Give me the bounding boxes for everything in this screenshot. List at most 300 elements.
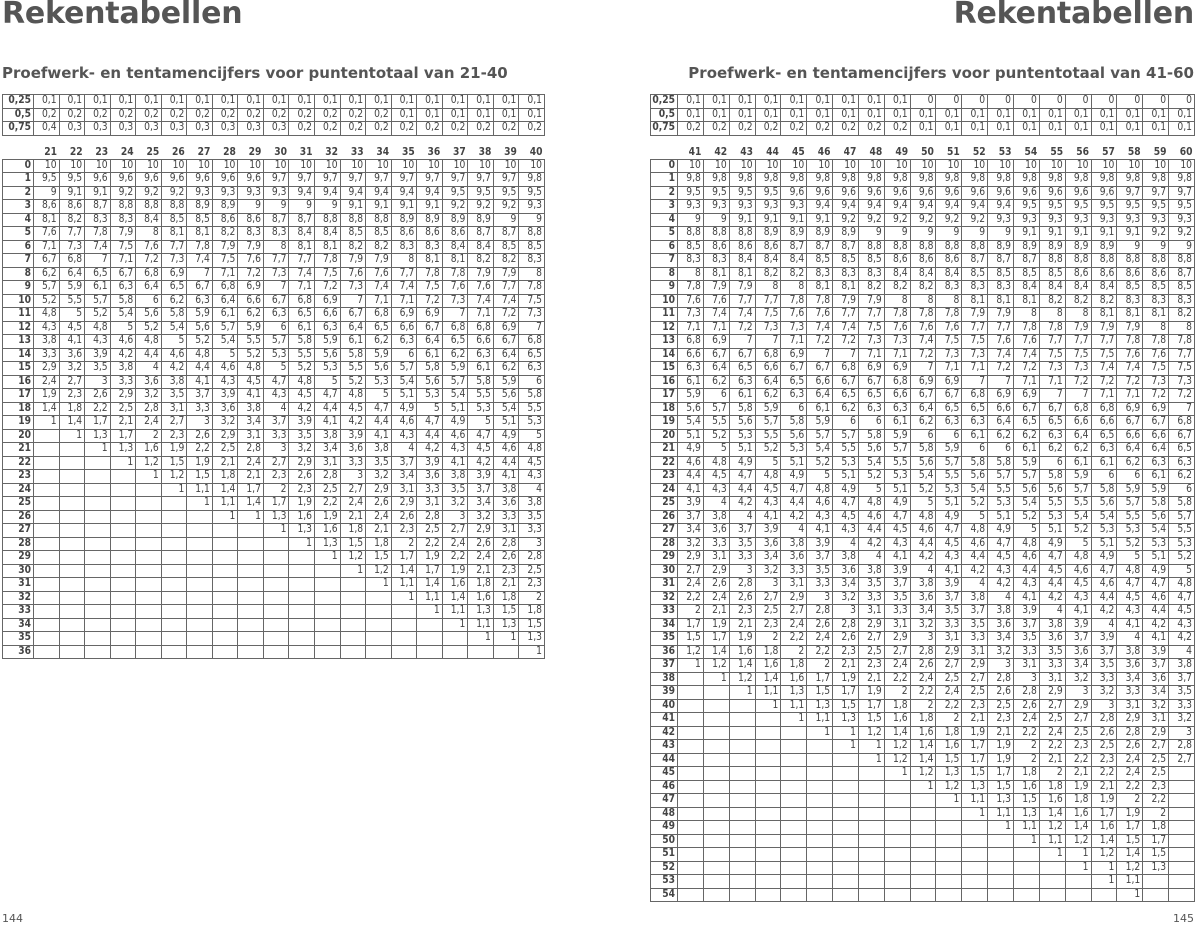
table-cell <box>678 888 704 902</box>
table-cell: 8,1 <box>1091 308 1117 322</box>
table-cell <box>1169 888 1195 902</box>
table-row <box>651 321 1195 335</box>
table-cell: 2,5 <box>962 686 988 700</box>
table-cell: 3,3 <box>1013 645 1039 659</box>
table-cell: 3,1 <box>493 524 519 538</box>
row-label: 32 <box>3 591 34 605</box>
rounding-cell: 0,1 <box>1117 122 1143 136</box>
table-cell <box>34 524 60 538</box>
table-cell: 8,4 <box>729 254 755 268</box>
table-cell: 4,5 <box>833 510 859 524</box>
table-cell <box>59 443 85 457</box>
row-label: 21 <box>651 443 678 457</box>
rounding-cell: 0,2 <box>136 108 162 122</box>
table-cell: 5,4 <box>110 308 136 322</box>
table-cell: 9,3 <box>1065 213 1091 227</box>
table-cell: 4,8 <box>910 510 936 524</box>
table-cell: 2,8 <box>833 618 859 632</box>
table-cell: 6,7 <box>936 389 962 403</box>
table-cell: 2,8 <box>1169 740 1195 754</box>
table-cell: 4,4 <box>417 429 443 443</box>
rounding-cell: 0,1 <box>289 95 315 109</box>
table-cell: 2,3 <box>729 605 755 619</box>
table-cell: 9,7 <box>340 173 366 187</box>
table-cell <box>187 618 213 632</box>
table-cell: 10 <box>703 159 729 173</box>
table-cell <box>729 848 755 862</box>
table-cell <box>729 807 755 821</box>
table-cell: 2,8 <box>519 551 545 565</box>
column-header: 40 <box>519 144 545 160</box>
table-cell: 6,9 <box>493 321 519 335</box>
table-cell: 10 <box>417 159 443 173</box>
table-cell: 9,3 <box>755 200 781 214</box>
table-cell: 8,3 <box>1117 294 1143 308</box>
table-cell <box>366 605 392 619</box>
table-cell: 4,1 <box>755 510 781 524</box>
table-cell: 6,2 <box>34 267 60 281</box>
table-cell: 8,6 <box>1091 267 1117 281</box>
table-cell: 4,7 <box>884 510 910 524</box>
table-cell: 1,8 <box>1013 767 1039 781</box>
table-cell: 2,7 <box>1039 699 1065 713</box>
row-label: 46 <box>651 780 678 794</box>
column-header: 43 <box>729 144 755 160</box>
table-cell: 2,4 <box>1039 726 1065 740</box>
rounding-cell: 0 <box>910 95 936 109</box>
table-cell: 9,8 <box>703 173 729 187</box>
table-cell <box>85 564 111 578</box>
table-cell: 8,1 <box>703 267 729 281</box>
table-cell: 2,3 <box>161 429 187 443</box>
table-cell: 10 <box>962 159 988 173</box>
table-row <box>3 200 545 214</box>
table-cell: 3,8 <box>910 578 936 592</box>
table-row <box>651 335 1195 349</box>
rounding-cell: 0 <box>962 95 988 109</box>
table-cell: 8,4 <box>468 240 494 254</box>
table-cell: 7,5 <box>1169 362 1195 376</box>
table-cell: 4,1 <box>315 416 341 430</box>
table-cell: 1,8 <box>1143 821 1169 835</box>
table-cell: 4,3 <box>442 443 468 457</box>
table-cell: 8 <box>1143 321 1169 335</box>
table-cell <box>910 848 936 862</box>
row-label: 51 <box>651 848 678 862</box>
table-cell: 8 <box>781 281 807 295</box>
table-cell: 1,7 <box>962 740 988 754</box>
table-cell: 8,8 <box>519 227 545 241</box>
table-cell: 6,3 <box>678 362 704 376</box>
table-cell: 5,2 <box>807 456 833 470</box>
table-cell: 7,8 <box>1013 321 1039 335</box>
table-cell <box>110 497 136 511</box>
rounding-cell: 0 <box>1169 95 1195 109</box>
table-cell: 3,5 <box>1039 645 1065 659</box>
rounding-cell: 0,1 <box>417 95 443 109</box>
table-cell: 4,8 <box>85 321 111 335</box>
column-header: 32 <box>315 144 341 160</box>
table-cell: 5,4 <box>910 470 936 484</box>
table-cell: 2,5 <box>315 483 341 497</box>
table-cell <box>238 524 264 538</box>
table-cell: 1,5 <box>340 537 366 551</box>
table-cell: 8 <box>1039 308 1065 322</box>
table-cell: 1,4 <box>755 672 781 686</box>
table-cell: 3,6 <box>1117 659 1143 673</box>
table-cell: 1 <box>858 740 884 754</box>
table-cell <box>34 510 60 524</box>
table-cell: 6,1 <box>85 281 111 295</box>
table-cell: 5,2 <box>289 362 315 376</box>
table-cell: 8,3 <box>417 240 443 254</box>
table-cell: 6,1 <box>1013 443 1039 457</box>
table-cell <box>59 456 85 470</box>
table-cell: 8,8 <box>910 240 936 254</box>
table-cell: 5,3 <box>366 375 392 389</box>
table-cell: 5,5 <box>833 443 859 457</box>
table-cell: 1,1 <box>988 807 1014 821</box>
table-cell: 4,7 <box>263 375 289 389</box>
table-cell: 3,9 <box>884 564 910 578</box>
table-cell: 3,1 <box>936 632 962 646</box>
table-row <box>651 267 1195 281</box>
table-cell: 6,9 <box>884 362 910 376</box>
table-cell <box>110 510 136 524</box>
row-label: 29 <box>651 551 678 565</box>
table-cell: 7,7 <box>962 321 988 335</box>
table-cell: 2,4 <box>1117 767 1143 781</box>
table-cell: 7,6 <box>1117 348 1143 362</box>
table-cell: 3,5 <box>519 510 545 524</box>
table-cell: 5,8 <box>781 416 807 430</box>
table-cell: 2 <box>1039 767 1065 781</box>
table-cell <box>703 699 729 713</box>
table-cell: 4,4 <box>858 524 884 538</box>
table-cell: 5,9 <box>755 402 781 416</box>
table-cell: 3,3 <box>1169 699 1195 713</box>
table-row <box>3 375 545 389</box>
table-cell: 4,4 <box>1143 605 1169 619</box>
table-cell: 8,2 <box>1091 294 1117 308</box>
table-cell: 5,5 <box>1039 497 1065 511</box>
table-cell: 6,8 <box>962 389 988 403</box>
table-cell: 6,7 <box>1117 416 1143 430</box>
table-cell <box>136 564 162 578</box>
column-header: 50 <box>910 144 936 160</box>
rounding-cell: 0,2 <box>315 108 341 122</box>
table-cell: 8,2 <box>1039 294 1065 308</box>
table-cell: 8 <box>755 281 781 295</box>
table-cell: 10 <box>988 159 1014 173</box>
table-cell: 3,3 <box>340 456 366 470</box>
table-cell: 8,9 <box>212 200 238 214</box>
table-row <box>3 416 545 430</box>
table-cell: 6,2 <box>238 308 264 322</box>
table-cell: 6,1 <box>962 429 988 443</box>
table-cell: 9,6 <box>936 186 962 200</box>
table-cell: 4,5 <box>884 524 910 538</box>
table-row <box>651 618 1195 632</box>
table-cell: 8,5 <box>187 213 213 227</box>
table-cell: 9,8 <box>1065 173 1091 187</box>
table-cell: 4,1 <box>493 470 519 484</box>
table-cell: 4,9 <box>1091 551 1117 565</box>
rounding-cell: 0,1 <box>1169 122 1195 136</box>
rounding-cell: 0 <box>1117 95 1143 109</box>
table-cell: 4,5 <box>1169 605 1195 619</box>
table-cell <box>833 753 859 767</box>
table-cell: 2,5 <box>212 443 238 457</box>
table-cell: 7,4 <box>1091 362 1117 376</box>
table-cell: 7,6 <box>136 240 162 254</box>
table-cell: 4,6 <box>807 497 833 511</box>
table-cell: 8 <box>910 294 936 308</box>
rounding-cell: 0,2 <box>289 122 315 136</box>
table-cell: 4,4 <box>910 537 936 551</box>
table-cell: 7,4 <box>988 348 1014 362</box>
table-cell: 2 <box>391 537 417 551</box>
table-cell <box>85 578 111 592</box>
table-cell: 2,2 <box>417 537 443 551</box>
table-cell: 4,1 <box>1143 632 1169 646</box>
table-cell <box>263 578 289 592</box>
table-row <box>3 240 545 254</box>
table-cell: 8,1 <box>1013 294 1039 308</box>
table-cell: 8,6 <box>212 213 238 227</box>
table-cell: 9,7 <box>1169 186 1195 200</box>
table-cell: 7,2 <box>136 254 162 268</box>
table-cell: 9,3 <box>1013 213 1039 227</box>
table-cell <box>1143 875 1169 889</box>
table-cell: 9,5 <box>493 186 519 200</box>
table-cell <box>34 578 60 592</box>
table-cell <box>858 888 884 902</box>
table-cell: 5,9 <box>493 375 519 389</box>
table-cell: 3,2 <box>678 537 704 551</box>
table-row <box>3 470 545 484</box>
table-cell: 2,3 <box>988 713 1014 727</box>
table-cell: 1 <box>1065 861 1091 875</box>
table-cell: 7,4 <box>1013 348 1039 362</box>
rounding-cell: 0,2 <box>678 122 704 136</box>
table-cell: 1,2 <box>161 470 187 484</box>
table-cell: 1,2 <box>136 456 162 470</box>
table-cell: 2,2 <box>884 672 910 686</box>
rounding-cell: 0,3 <box>110 122 136 136</box>
table-cell: 9,6 <box>884 186 910 200</box>
table-cell <box>110 645 136 659</box>
table-cell: 3,8 <box>858 564 884 578</box>
table-cell: 2,3 <box>263 470 289 484</box>
table-cell: 2 <box>1143 807 1169 821</box>
table-cell: 1,9 <box>34 389 60 403</box>
table-cell: 9,8 <box>1117 173 1143 187</box>
table-cell: 2,1 <box>110 416 136 430</box>
row-label: 30 <box>3 564 34 578</box>
table-cell: 6,2 <box>988 429 1014 443</box>
table-cell: 9,8 <box>729 173 755 187</box>
table-row <box>651 510 1195 524</box>
table-cell: 6,7 <box>493 335 519 349</box>
table-cell: 6,2 <box>161 294 187 308</box>
table-cell: 4,1 <box>807 524 833 538</box>
table-cell: 8,8 <box>1091 254 1117 268</box>
table-cell: 9,1 <box>1013 227 1039 241</box>
table-cell: 3,2 <box>468 510 494 524</box>
row-label: 53 <box>651 875 678 889</box>
column-header: 58 <box>1117 144 1143 160</box>
table-cell: 1 <box>263 524 289 538</box>
table-cell <box>678 794 704 808</box>
table-cell: 1,8 <box>519 605 545 619</box>
table-cell: 6 <box>1169 483 1195 497</box>
row-label: 25 <box>651 497 678 511</box>
table-cell: 6,9 <box>703 335 729 349</box>
table-row <box>651 281 1195 295</box>
table-cell: 2,6 <box>289 470 315 484</box>
table-cell: 9,5 <box>1117 200 1143 214</box>
table-cell: 3,3 <box>1039 659 1065 673</box>
table-cell: 7,1 <box>468 308 494 322</box>
row-label: 3 <box>651 200 678 214</box>
table-cell: 1 <box>110 456 136 470</box>
table-cell: 5,8 <box>1091 483 1117 497</box>
table-row <box>651 456 1195 470</box>
rounding-cell: 0,1 <box>678 95 704 109</box>
table-cell: 4,1 <box>1065 605 1091 619</box>
table-cell: 8,2 <box>910 281 936 295</box>
table-cell <box>263 537 289 551</box>
table-cell: 7,9 <box>366 254 392 268</box>
table-cell: 1,8 <box>59 402 85 416</box>
table-cell: 4,8 <box>858 497 884 511</box>
row-label: 13 <box>651 335 678 349</box>
table-cell: 5,9 <box>442 362 468 376</box>
table-cell: 5,1 <box>678 429 704 443</box>
table-cell: 5,6 <box>1143 510 1169 524</box>
table-cell: 7,5 <box>1143 362 1169 376</box>
table-cell: 1,9 <box>988 753 1014 767</box>
table-cell: 6,9 <box>1013 389 1039 403</box>
table-cell: 8,8 <box>858 240 884 254</box>
rounding-cell: 0 <box>936 95 962 109</box>
table-cell: 2,3 <box>833 645 859 659</box>
table-cell: 4,1 <box>1013 591 1039 605</box>
table-cell <box>678 753 704 767</box>
table-cell: 9,3 <box>988 213 1014 227</box>
rounding-row <box>651 108 1195 122</box>
column-header: 52 <box>962 144 988 160</box>
row-label: 2 <box>651 186 678 200</box>
table-cell: 1 <box>161 483 187 497</box>
table-cell <box>212 551 238 565</box>
table-cell: 7,3 <box>340 281 366 295</box>
table-cell: 2 <box>136 429 162 443</box>
table-cell: 3,1 <box>238 429 264 443</box>
table-cell: 7,8 <box>442 267 468 281</box>
table-cell: 5 <box>807 470 833 484</box>
table-cell: 2,3 <box>289 483 315 497</box>
rounding-cell: 0,3 <box>263 122 289 136</box>
table-cell: 9,8 <box>833 173 859 187</box>
rounding-cell: 0,2 <box>340 122 366 136</box>
table-cell: 2,9 <box>1117 713 1143 727</box>
table-cell: 5,6 <box>858 443 884 457</box>
table-cell: 7,6 <box>988 335 1014 349</box>
table-cell: 6,5 <box>962 402 988 416</box>
table-cell: 2,7 <box>340 483 366 497</box>
table-cell <box>781 834 807 848</box>
table-cell: 9 <box>703 213 729 227</box>
table-cell: 2,9 <box>110 389 136 403</box>
table-cell: 1,7 <box>417 564 443 578</box>
table-cell: 5,7 <box>212 321 238 335</box>
table-cell: 4,7 <box>417 416 443 430</box>
table-cell: 1,3 <box>1143 861 1169 875</box>
table-cell: 1,9 <box>161 443 187 457</box>
table-cell: 3 <box>340 470 366 484</box>
table-cell: 2,4 <box>136 416 162 430</box>
table-cell: 1 <box>493 632 519 646</box>
table-cell: 1,9 <box>1091 794 1117 808</box>
table-cell: 9,6 <box>807 186 833 200</box>
table-cell: 2,7 <box>1169 753 1195 767</box>
table-row <box>651 848 1195 862</box>
table-cell: 1,3 <box>263 510 289 524</box>
table-cell: 6 <box>1039 456 1065 470</box>
table-cell: 9,7 <box>391 173 417 187</box>
table-cell: 5,7 <box>391 362 417 376</box>
table-cell <box>729 861 755 875</box>
table-cell: 2,5 <box>1065 726 1091 740</box>
table-cell: 9,4 <box>417 186 443 200</box>
table-cell <box>59 470 85 484</box>
table-cell <box>858 821 884 835</box>
table-cell: 3,6 <box>755 537 781 551</box>
table-cell: 1 <box>442 618 468 632</box>
table-row <box>3 294 545 308</box>
table-cell: 3,8 <box>962 591 988 605</box>
table-cell: 1,3 <box>807 699 833 713</box>
table-cell: 2 <box>884 686 910 700</box>
row-label: 9 <box>3 281 34 295</box>
table-cell <box>729 767 755 781</box>
table-cell <box>1013 848 1039 862</box>
table-cell: 7,5 <box>212 254 238 268</box>
table-cell: 4 <box>781 524 807 538</box>
table-cell: 1,6 <box>289 510 315 524</box>
rounding-cell: 0,2 <box>703 122 729 136</box>
table-cell: 5 <box>858 483 884 497</box>
table-cell: 1,4 <box>59 416 85 430</box>
table-cell: 3,7 <box>263 416 289 430</box>
row-label: 54 <box>651 888 678 902</box>
table-cell <box>910 834 936 848</box>
table-cell: 4,5 <box>289 389 315 403</box>
table-cell: 9,8 <box>1169 173 1195 187</box>
table-cell: 8,1 <box>187 227 213 241</box>
table-cell: 7,1 <box>1013 375 1039 389</box>
table-cell: 3,3 <box>858 591 884 605</box>
table-cell: 9,5 <box>1169 200 1195 214</box>
table-cell <box>807 740 833 754</box>
table-cell: 3,9 <box>807 537 833 551</box>
table-cell: 4,8 <box>807 483 833 497</box>
table-cell: 6,3 <box>468 348 494 362</box>
table-cell <box>833 861 859 875</box>
table-cell: 3,8 <box>519 497 545 511</box>
